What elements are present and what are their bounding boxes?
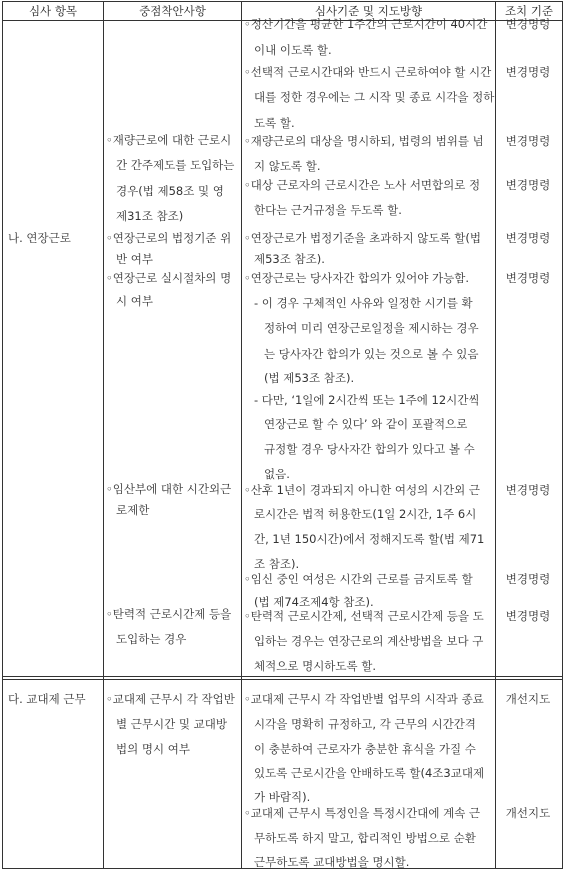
table-top-border — [2, 1, 563, 2]
text-line: ◦임신 중인 여성은 시간외 근로를 금지토록 할 — [244, 572, 473, 586]
text-line: ◦연장근로가 법정기준을 초과하지 않도록 할(법 — [244, 231, 481, 245]
text-line: 도록 할. — [254, 116, 295, 130]
text-line: ◦교대제 근무시 각 작업반 — [106, 692, 235, 706]
text-line: ◦재량근로에 대한 근로시 — [106, 133, 232, 147]
text-line: 로시간은 법적 허용한도(1일 2시간, 1주 6시 — [254, 507, 477, 521]
text-line: 도입하는 경우 — [116, 632, 187, 646]
text-line: 규정할 경우 당사자간 합의가 있다고 볼 수 — [264, 442, 475, 456]
text-line: ◦연장근로 실시절차의 명 — [106, 271, 232, 285]
text-line: 로제한 — [116, 503, 150, 517]
text-line: ◦재량근로의 대상을 명시하되, 법령의 범위를 넘 — [244, 134, 484, 148]
text-line: 간, 1년 150시간)에서 정해지도록 할(법 제71 — [254, 532, 485, 546]
header-action: 조치 기준 — [504, 4, 554, 18]
action-label: 변경명령 — [505, 17, 551, 31]
text-line: ◦교대제 근무시 특정인을 특정시간대에 계속 근 — [244, 806, 481, 820]
section-divider-bottom — [2, 679, 563, 680]
text-line: 반 여부 — [116, 252, 153, 266]
text-line: ◦탄력적 근로시간제, 선택적 근로시간제 등을 도 — [244, 609, 484, 623]
text-line: 체적으로 명시하도록 할. — [254, 659, 377, 673]
text-line: 연장근로 할 수 있다’ 와 같이 포괄적으로 — [264, 417, 468, 431]
text-line: - 이 경우 구체적인 사유와 일정한 시기를 확 — [254, 296, 473, 310]
text-line: 간 간주제도를 도입하는 — [116, 158, 235, 172]
text-line: ◦선택적 근로시간대와 반드시 근로하여야 할 시간 — [244, 65, 492, 79]
text-line: 이 충분하여 근로자가 충분한 휴식을 가질 수 — [254, 742, 476, 756]
header-item: 심사 항목 — [28, 4, 78, 18]
table-right-border — [562, 1, 563, 869]
text-line: 가 바람직). — [254, 790, 311, 804]
action-label: 변경명령 — [505, 271, 551, 285]
text-line: 정하여 미리 연장근로일정을 제시하는 경우 — [264, 321, 479, 335]
text-line: ◦탄력적 근로시간제 등을 — [106, 607, 232, 621]
text-line: 는 당사자간 합의가 있는 것으로 볼 수 있음 — [264, 347, 479, 361]
section-category: 나. 연장근로 — [8, 231, 71, 245]
column-divider-1 — [103, 1, 104, 869]
action-label: 변경명령 — [505, 231, 551, 245]
text-line: 제53조 참조). — [254, 252, 325, 266]
action-label: 개선지도 — [505, 692, 551, 706]
text-line: ◦대상 근로자의 근로시간은 노사 서면합의로 정 — [244, 178, 481, 192]
text-line: ◦연장근로의 법정기준 위 — [106, 231, 232, 245]
text-line: 지 않도록 할. — [254, 159, 321, 173]
action-label: 변경명령 — [505, 609, 551, 623]
header-criteria: 심사기준 및 지도방향 — [314, 4, 423, 18]
action-label: 변경명령 — [505, 572, 551, 586]
action-label: 개선지도 — [505, 806, 551, 820]
text-line: 없음. — [264, 467, 290, 481]
action-label: 변경명령 — [505, 178, 551, 192]
column-divider-2 — [241, 1, 242, 869]
text-line: 시 여부 — [116, 294, 153, 308]
text-line: (법 제53조 참조). — [264, 371, 355, 385]
text-line: ◦정산기간을 평균한 1주간의 근로시간이 40시간 — [244, 17, 488, 31]
text-line: 대를 정한 경우에는 그 시작 및 종료 시각을 정하 — [254, 90, 495, 104]
table-left-border — [2, 1, 3, 869]
text-line: 이내 이도록 할. — [254, 43, 332, 57]
text-line: ◦산후 1년이 경과되지 아니한 여성의 시간외 근 — [244, 483, 480, 497]
text-line: (법 제74조제4항 참조). — [254, 595, 374, 609]
text-line: 조 참조). — [254, 557, 300, 571]
action-label: 변경명령 — [505, 483, 551, 497]
text-line: 경우(법 제58조 및 영 — [116, 184, 224, 198]
text-line: 시각을 명확히 규정하고, 각 근무의 시간간격 — [254, 717, 476, 731]
text-line: - 다만, ‘1일에 2시간씩 또는 1주에 12시간씩 — [254, 393, 480, 407]
column-divider-3 — [495, 1, 496, 869]
text-line: 한다는 근거규정을 두도록 할. — [254, 203, 402, 217]
text-line: ◦교대제 근무시 각 작업반별 업무의 시작과 종료 — [244, 692, 484, 706]
action-label: 변경명령 — [505, 134, 551, 148]
text-line: 제31조 참조) — [116, 209, 184, 223]
text-line: 별 근무시간 및 교대방 — [116, 717, 227, 731]
action-label: 변경명령 — [505, 65, 551, 79]
text-line: 근무하도록 교대방법을 명시할. — [254, 855, 410, 869]
text-line: 있도록 근로시간을 안배하도록 할(4조3교대제 — [254, 766, 485, 780]
text-line: 입하는 경우는 연장근로의 계산방법을 보다 구 — [254, 634, 484, 648]
text-line: ◦임산부에 대한 시간외근 — [106, 482, 232, 496]
text-line: 무하도록 하지 말고, 합리적인 방법으로 순환 — [254, 831, 476, 845]
text-line: ◦연장근로는 당사자간 합의가 있어야 가능함. — [244, 271, 470, 285]
section-divider-top — [2, 676, 563, 677]
text-line: 법의 명시 여부 — [116, 742, 190, 756]
section-category: 다. 교대제 근무 — [8, 692, 86, 706]
header-points: 중점착안사항 — [139, 4, 206, 18]
